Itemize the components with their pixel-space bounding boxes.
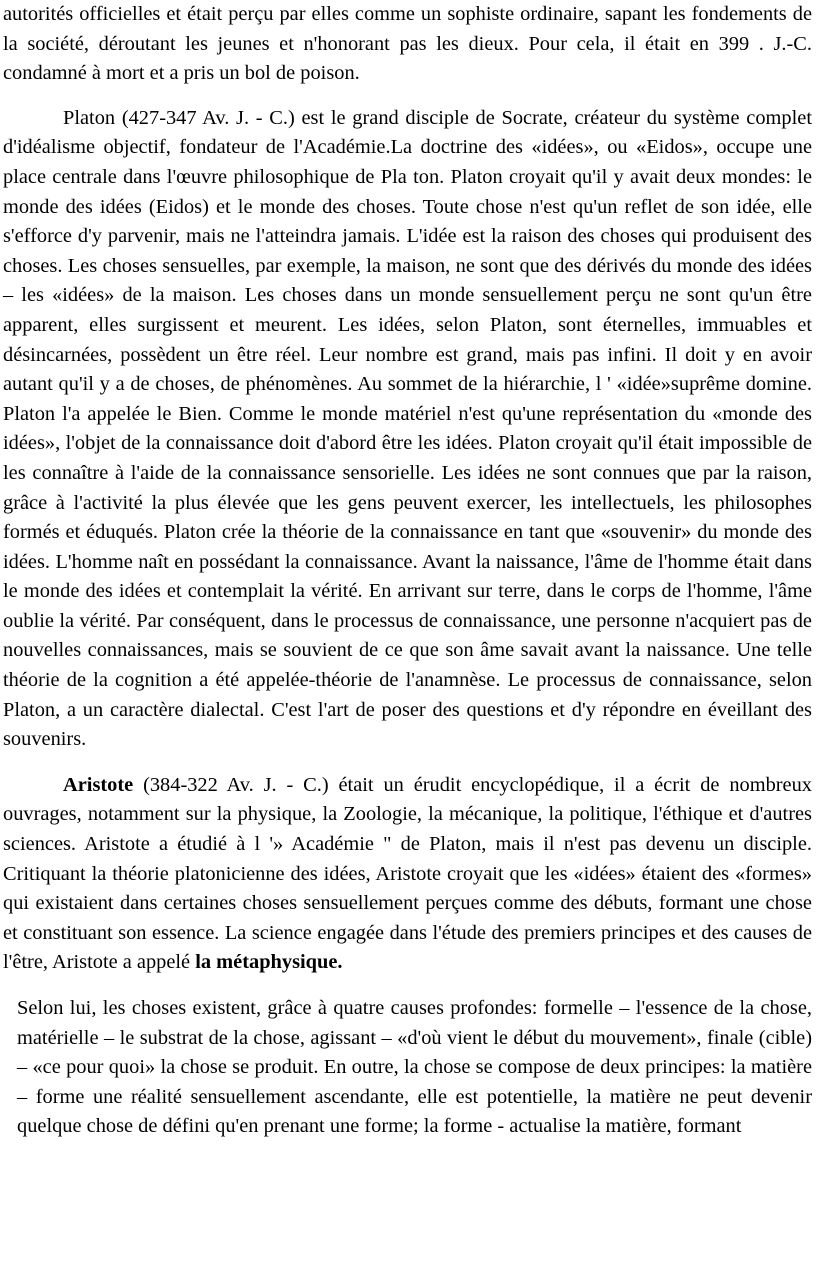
metaphysique-term: la métaphysique. xyxy=(195,951,343,974)
paragraph-aristote xyxy=(3,771,812,978)
aristote-name: Aristote xyxy=(63,773,134,796)
paragraph-four-causes: Selon lui, les choses existent, grâce à quatre causes profondes: formelle – l'essence de la chose, matérielle – le substrat de la chose, agissant – «d'où vient le début du mouvement», finale (cible) – «ce pour quoi» la chose se produit. En outre, la chose se compose de deux principes: la matière – forme une réalité sensuellement ascendante, elle est potentielle, la matière ne peut devenir quelque chose de défini qu'en prenant une forme; la forme - actualise la matière, formant xyxy=(17,997,812,1138)
aristote-body: (384-322 Av. J. - C.) était un érudit encyclopédique, il a écrit de nombreux ouvrages, notamment sur la physique, la Zoologie, la mécanique, la politique, l'éthique et d'autres sciences. Aristote a étudié à l '» Académie " de Platon, mais il n'est pas devenu un disciple. Critiquant la théorie platonicienne des idées, Aristote croyait que les «idées» étaient des «formes» qui existaient dans certaines choses sensuellement perçues comme des débuts, formant une chose et constituant son essence. La science engagée dans l'étude des premiers principes et des causes de l'être, Aristote a appelé xyxy=(3,773,812,974)
paragraph-socrate-continuation: autorités officielles et était perçu par elles comme un sophiste ordinaire, sapant les fondements de la société, déroutant les jeunes et n'honorant pas les dieux. Pour cela, il était en 399 . J.-C. condamné à mort et a pris un bol de poison. xyxy=(3,3,812,85)
paragraph-platon: Platon (427-347 Av. J. - C.) est le grand disciple de Socrate, créateur du système complet d'idéalisme objectif, fondateur de l'Académie.La doctrine des «idées», ou «Eidos», occupe une place centrale dans l'œuvre philosophique de Pla ton. Platon croyait qu'il y avait deux mondes: le monde des idées (Eidos) et le monde des choses. Toute chose n'est qu'un reflet de son idée, elle s'efforce d'y parvenir, mais ne l'atteindra jamais. L'idée est la raison des choses qui produisent des choses. Les choses sensuelles, par exemple, la maison, ne sont que des dérivés du monde des idées – les «idées» de la maison. Les choses dans un monde sensuellement perçu ne sont qu'un être apparent, elles surgissent et meurent. Les idées, selon Platon, sont éternelles, immuables et désincarnées, possèdent un être réel. Leur nombre est grand, mais pas infini. Il doit y en avoir autant qu'il y a de choses, de phénomènes. Au sommet de la hiérarchie, l ' «idée»suprême domine. Platon l'a appelée le Bien. Comme le monde matériel n'est qu'une représentation du «monde des idées», l'objet de la connaissance doit d'abord être les idées. Platon croyait qu'il était impossible de les connaître à l'aide de la connaissance sensorielle. Les idées ne sont connues que par la raison, grâce à l'activité la plus élevée que les gens peuvent exercer, les intellectuels, les philosophes formés et éduqués. Platon crée la théorie de la connaissance en tant que «souvenir» du monde des idées. L'homme naît en possédant la connaissance. Avant la naissance, l'âme de l'homme était dans le monde des idées et contemplait la vérité. En arrivant sur terre, dans le corps de l'homme, l'âme oublie la vérité. Par conséquent, dans le processus de connaissance, une personne n'acquiert pas de nouvelles connaissances, mais se souvient de ce que son âme savait avant la naissance. Une telle théorie de la cognition a été appelée-théorie de l'anamnèse. Le processus de connaissance, selon Platon, a un caractère dialectal. C'est l'art de poser des questions et d'y répondre en éveillant des souvenirs. xyxy=(3,106,812,751)
